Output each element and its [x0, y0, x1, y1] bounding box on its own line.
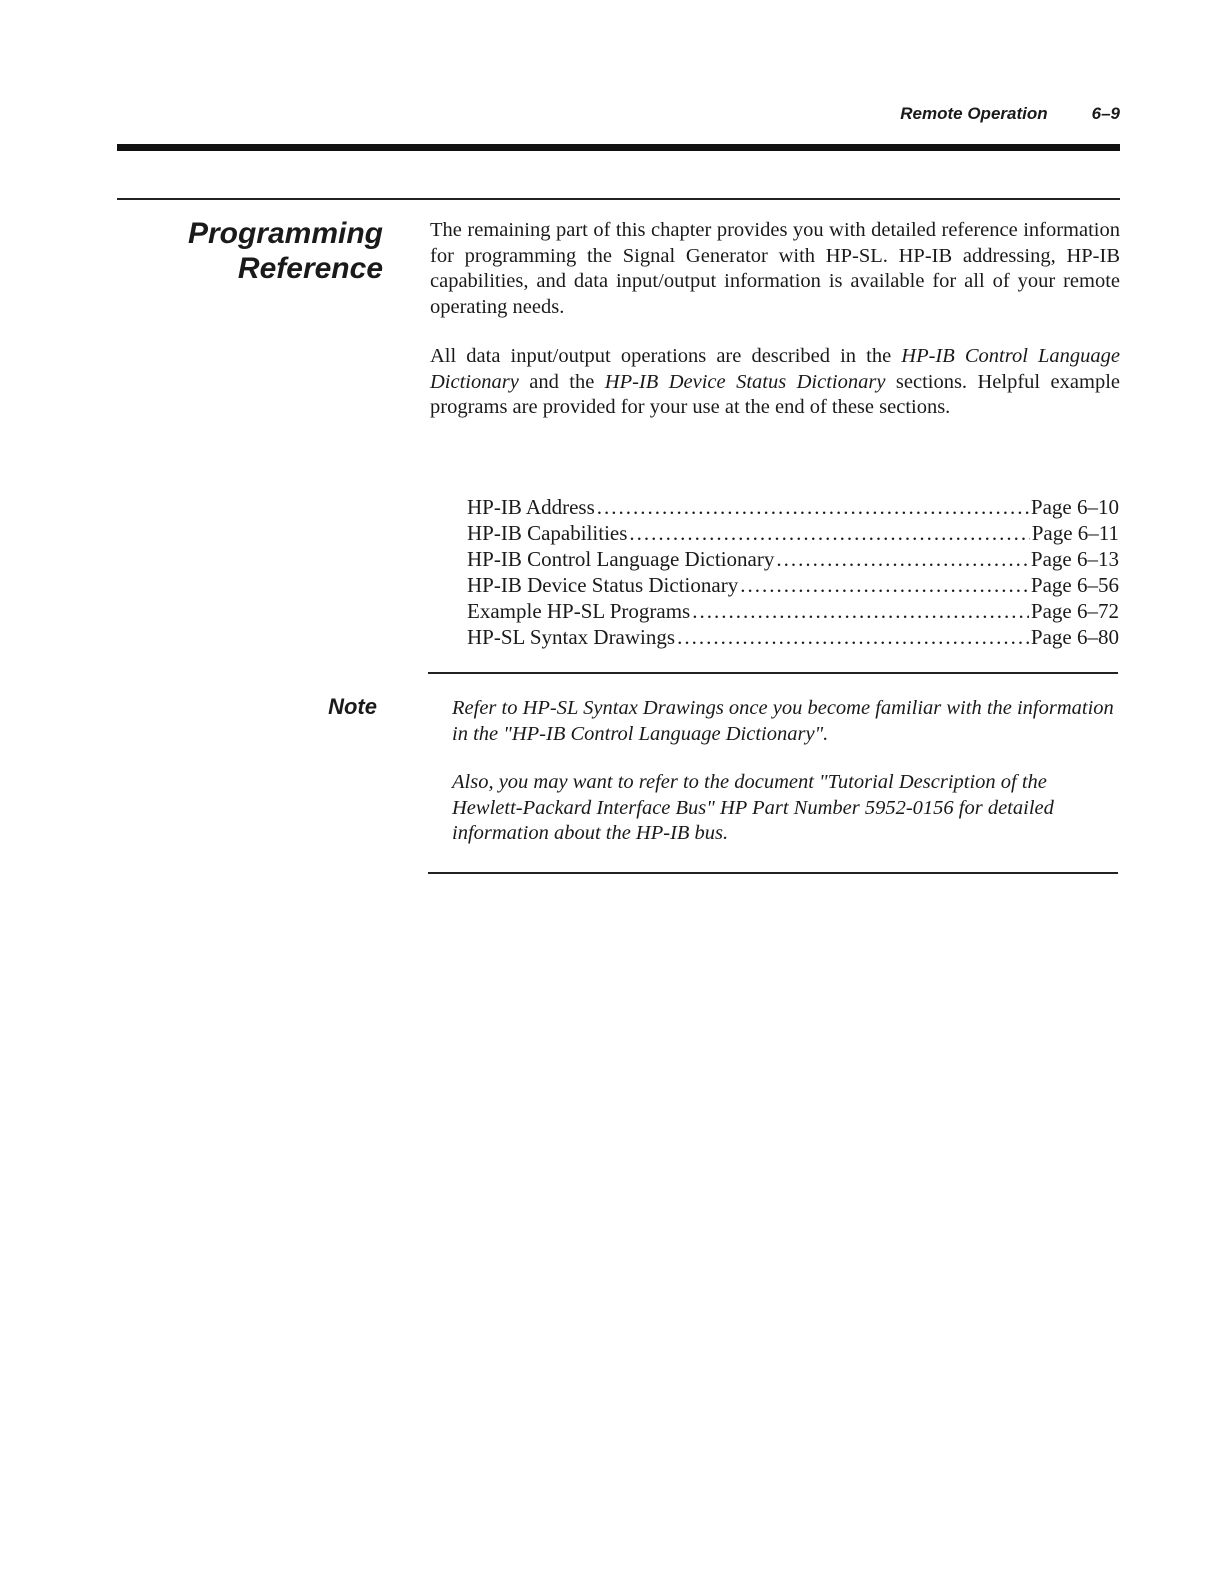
toc-entry[interactable]	[467, 572, 1119, 598]
toc-entry[interactable]	[467, 598, 1119, 624]
toc-entry-page: Page 6–10	[1030, 495, 1119, 519]
toc-entry-title: HP-IB Device Status Dictionary	[467, 573, 739, 597]
note-paragraph-1: Refer to HP-SL Syntax Drawings once you become familiar with the information in the "HP-IB Control Language Dictionary".	[452, 697, 1114, 745]
description-paragraph	[430, 344, 1120, 421]
toc-entry[interactable]	[467, 494, 1119, 520]
toc-entry-title: HP-IB Control Language Dictionary	[467, 547, 775, 571]
toc-leader-dots	[776, 546, 1029, 572]
toc-entry-page: Page 6–13	[1030, 547, 1119, 571]
note-label: Note	[328, 694, 377, 719]
header-section-title: Remote Operation	[900, 104, 1048, 123]
note-paragraph-2: Also, you may want to refer to the document "Tutorial Description of the Hewlett-Packard Interface Bus" HP Part Number 5952-0156 for detailed information about the HP-IB bus.	[452, 771, 1054, 844]
toc-entry-page: Page 6–56	[1030, 573, 1119, 597]
table-of-contents	[467, 494, 1119, 650]
running-header	[700, 104, 1120, 124]
note-top-rule	[428, 672, 1118, 674]
section-top-rule	[117, 198, 1120, 200]
intro-paragraph: The remaining part of this chapter provides you with detailed reference information for programming the Signal Generator with HP-SL. HP-IB addressing, HP-IB capabilities, and data input/output information is available for all of your remote operating needs.	[430, 219, 1120, 318]
toc-leader-dots	[692, 598, 1029, 624]
toc-entry-page: Page 6–72	[1030, 599, 1119, 623]
header-page-number: 6–9	[1091, 104, 1120, 123]
toc-leader-dots	[740, 572, 1029, 598]
toc-entry-page: Page 6–11	[1031, 521, 1119, 545]
toc-entry[interactable]	[467, 520, 1119, 546]
description-text-3: sections. Helpful example programs are provided for your use at the end of these sections.	[430, 370, 1120, 418]
description-italic-2: HP-IB Device Status Dictionary	[604, 370, 886, 393]
toc-leader-dots	[597, 494, 1029, 520]
section-heading-line2: Reference	[237, 252, 383, 285]
toc-leader-dots	[677, 624, 1029, 650]
header-thick-rule	[117, 144, 1120, 151]
description-italic-1: HP-IB Control Language Dictionary	[430, 345, 1120, 393]
description-text-1: All data input/output operations are described in the	[430, 345, 902, 367]
toc-entry[interactable]	[467, 624, 1119, 650]
toc-entry-title: HP-SL Syntax Drawings	[467, 625, 676, 649]
toc-entry-title: Example HP-SL Programs	[467, 599, 691, 623]
section-heading	[117, 216, 383, 286]
toc-entry[interactable]	[467, 546, 1119, 572]
description-text-2: and the	[518, 370, 605, 393]
section-heading-line1: Programming	[187, 217, 383, 250]
note-bottom-rule	[428, 872, 1118, 874]
toc-leader-dots	[629, 520, 1029, 546]
toc-entry-title: HP-IB Capabilities	[467, 521, 628, 545]
toc-entry-title: HP-IB Address	[467, 495, 595, 519]
toc-entry-page: Page 6–80	[1030, 625, 1119, 649]
